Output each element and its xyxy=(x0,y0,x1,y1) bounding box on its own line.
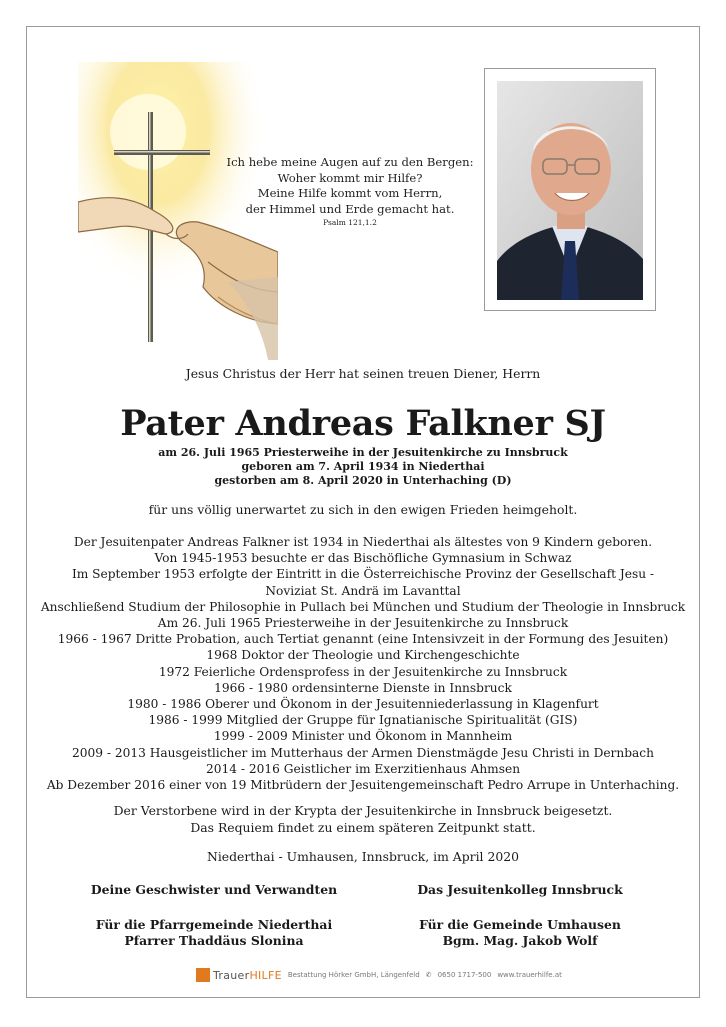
death-date: gestorben am 8. April 2020 in Unterhaching (D) xyxy=(214,474,512,487)
phone-icon: ✆ xyxy=(425,971,432,979)
footer-website[interactable]: www.trauerhilfe.at xyxy=(497,971,562,979)
biography-line: Noviziat St. Andrä im Lavanttal xyxy=(265,583,461,598)
ordination-date: am 26. Juli 1965 Priesterweihe in der Jesuitenkirche zu Innsbruck xyxy=(158,446,568,459)
psalm-line: der Himmel und Erde gemacht hat. xyxy=(245,201,455,216)
birth-date: geboren am 7. April 1934 in Niederthai xyxy=(241,460,485,473)
signature-parish xyxy=(64,917,364,948)
biography-line: 1968 Doktor der Theologie und Kirchengeschichte xyxy=(206,648,520,663)
logo-word-hilfe: HILFE xyxy=(249,968,282,982)
footer xyxy=(196,968,562,982)
requiem-line: Das Requiem findet zu einem späteren Zeitpunkt statt. xyxy=(190,819,536,835)
biography-line: 1986 - 1999 Mitglied der Gruppe für Ignatianische Spiritualität (GIS) xyxy=(148,713,578,728)
logo-mark-icon xyxy=(196,968,210,982)
signature-line: Für die Gemeinde Umhausen xyxy=(419,917,621,932)
portrait-photo xyxy=(497,81,643,300)
biography-line: 1966 - 1980 ordensinterne Dienste in Innsbruck xyxy=(214,680,512,695)
signature-line: Pfarrer Thaddäus Slonina xyxy=(124,932,304,948)
biography-line: 2014 - 2016 Geistlicher im Exerzitienhaus Ahmsen xyxy=(205,761,521,776)
logo-word-trauer: Trauer xyxy=(213,968,250,982)
signature-line: Das Jesuitenkolleg Innsbruck xyxy=(417,882,623,897)
biography-line: Am 26. Juli 1965 Priesterweihe in der Jesuitenkirche zu Innsbruck xyxy=(157,616,569,631)
signature-jesuit-college xyxy=(370,882,670,898)
psalm-reference: Psalm 121,1.2 xyxy=(323,218,377,227)
signature-family xyxy=(64,882,364,898)
intro-text: Jesus Christus der Herr hat seinen treuen Diener, Herrn xyxy=(185,366,541,381)
trauerhilfe-logo xyxy=(196,968,282,982)
biography xyxy=(40,534,686,793)
biography-line: 1980 - 1986 Oberer und Ökonom in der Jesuitenniederlassung in Klagenfurt xyxy=(127,697,599,712)
footer-phone: 0650 1717-500 xyxy=(437,971,492,979)
signature-municipality xyxy=(370,917,670,948)
psalm-line: Ich hebe meine Augen auf zu den Bergen: xyxy=(226,155,474,169)
psalm-quote xyxy=(226,155,474,228)
biography-line: 1966 - 1967 Dritte Probation, auch Tertiat genannt (eine Intensivzeit in der Formung des Jesuiten) xyxy=(57,632,669,647)
burial-line: Der Verstorbene wird in der Krypta der Jesuitenkirche in Innsbruck beigesetzt. xyxy=(113,803,613,818)
biography-line: Ab Dezember 2016 einer von 19 Mitbrüdern der Jesuitengemeinschaft Pedro Arrupe in Unterhaching. xyxy=(46,778,680,793)
signature-line: Für die Pfarrgemeinde Niederthai xyxy=(95,917,333,932)
biography-line: Der Jesuitenpater Andreas Falkner ist 1934 in Niederthai als ältestes von 9 Kindern geboren. xyxy=(73,535,653,549)
biography-line: 1972 Feierliche Ordensprofess in der Jesuitenkirche zu Innsbruck xyxy=(158,664,568,679)
biography-line: Von 1945-1953 besuchte er das Bischöfliche Gymnasium in Schwaz xyxy=(154,551,572,566)
place-and-date: Niederthai - Umhausen, Innsbruck, im April 2020 xyxy=(206,849,519,864)
deceased-name: Pater Andreas Falkner SJ xyxy=(120,403,606,444)
footer-company: Bestattung Hörker GmbH, Längenfeld xyxy=(287,971,420,979)
biography-line: 1999 - 2009 Minister und Ökonom in Mannheim xyxy=(213,729,513,744)
eternal-peace-text: für uns völlig unerwartet zu sich in den ewigen Frieden heimgeholt. xyxy=(148,502,578,517)
life-dates xyxy=(40,446,686,488)
signature-line: Bgm. Mag. Jakob Wolf xyxy=(442,932,598,948)
psalm-line: Woher kommt mir Hilfe? xyxy=(277,170,423,185)
biography-line: Anschließend Studium der Philosophie in Pullach bei München und Studium der Theologie in Innsbruck xyxy=(40,599,686,614)
psalm-line: Meine Hilfe kommt vom Herrn, xyxy=(257,186,443,200)
portrait-frame xyxy=(484,68,656,311)
biography-line: 2009 - 2013 Hausgeistlicher im Mutterhaus der Armen Dienstmägde Jesu Christi in Dernbach xyxy=(72,745,654,760)
biography-line: Im September 1953 erfolgte der Eintritt in die Österreichische Provinz der Gesellschaft Jesu - xyxy=(71,567,655,582)
burial-notice xyxy=(40,803,686,836)
signature-line: Deine Geschwister und Verwandten xyxy=(90,882,338,897)
